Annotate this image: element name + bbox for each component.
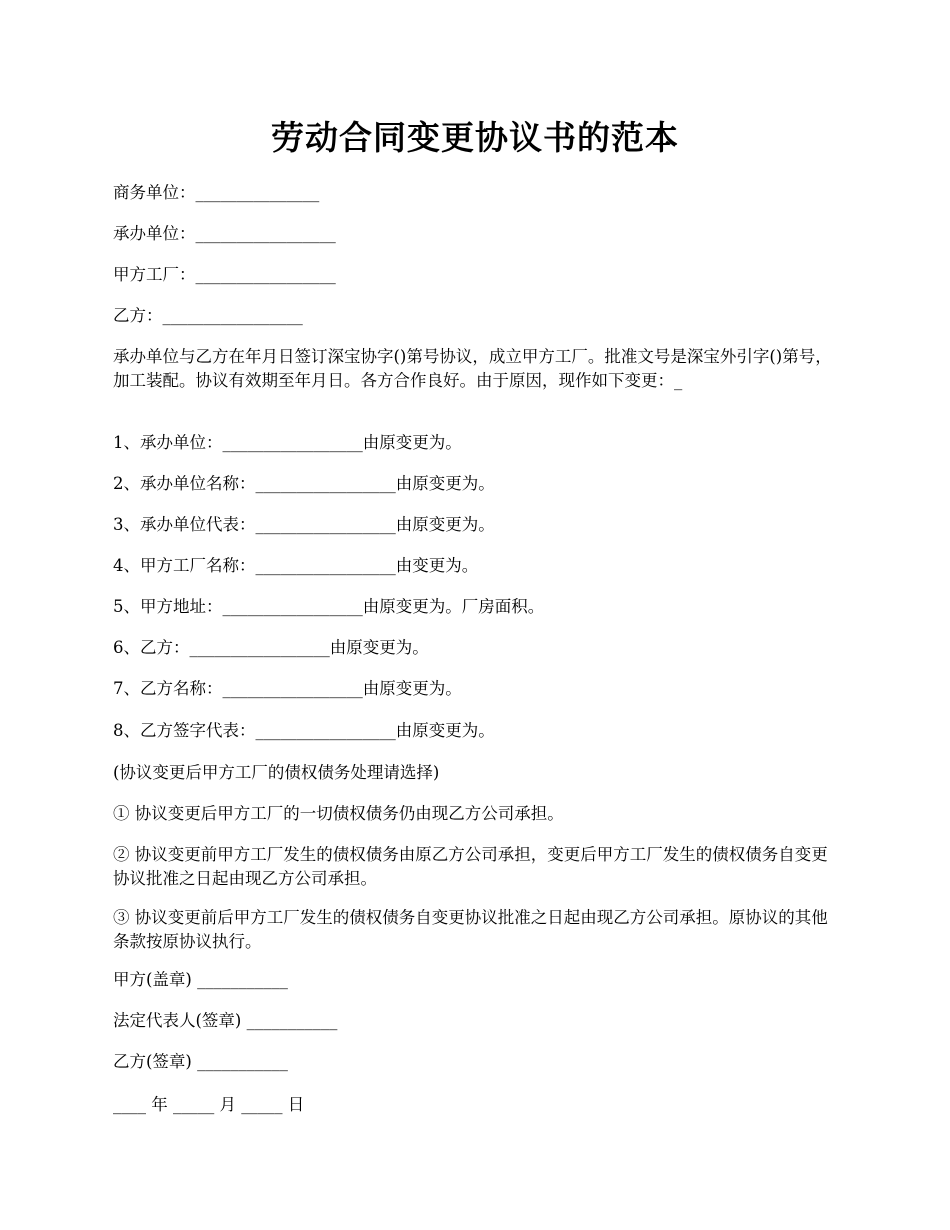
field-undertaking-unit: 承办单位：_________________ [113, 224, 336, 243]
field-party-b: 乙方：_________________ [113, 306, 303, 325]
change-item: 6、乙方：_________________由原变更为。 [113, 638, 429, 657]
change-item: 5、甲方地址：_________________由原变更为。厂房面积。 [113, 597, 545, 616]
change-item: 4、甲方工厂名称：_________________由变更为。 [113, 556, 479, 575]
change-item: 3、承办单位代表：_________________由原变更为。 [113, 515, 495, 534]
document-title: 劳动合同变更协议书的范本 [271, 118, 679, 157]
choice-heading: (协议变更后甲方工厂的债权债务处理请选择) [113, 763, 440, 782]
field-party-a-factory: 甲方工厂：_________________ [113, 265, 336, 284]
option-2: ② 协议变更前甲方工厂发生的债权债务由原乙方公司承担，变更后甲方工厂发生的债权债务自变更协议批准之日起由现乙方公司承担。 [113, 845, 828, 888]
field-business-unit: 商务单位：_______________ [113, 183, 320, 202]
option-3: ③ 协议变更前后甲方工厂发生的债权债务自变更协议批准之日起由现乙方公司承担。原协议的其他条款按原协议执行。 [113, 908, 828, 951]
signature-party-a: 甲方(盖章) ___________ [113, 970, 288, 989]
option-1: ① 协议变更后甲方工厂的一切债权债务仍由现乙方公司承担。 [113, 804, 564, 823]
intro-paragraph: 承办单位与乙方在年月日签订深宝协字()第号协议，成立甲方工厂。批准文号是深宝外引字()第号，加工装配。协议有效期至年月日。各方合作良好。由于原因，现作如下变更：_ [113, 347, 832, 390]
change-item: 1、承办单位：_________________由原变更为。 [113, 433, 462, 452]
signature-party-b: 乙方(签章) ___________ [113, 1052, 288, 1071]
change-item: 8、乙方签字代表：_________________由原变更为。 [113, 721, 495, 740]
change-item: 2、承办单位名称：_________________由原变更为。 [113, 474, 495, 493]
date-line: ____ 年 _____ 月 _____ 日 [113, 1095, 305, 1114]
change-item: 7、乙方名称：_________________由原变更为。 [113, 679, 462, 698]
signature-legal-rep: 法定代表人(签章) ___________ [113, 1011, 338, 1030]
